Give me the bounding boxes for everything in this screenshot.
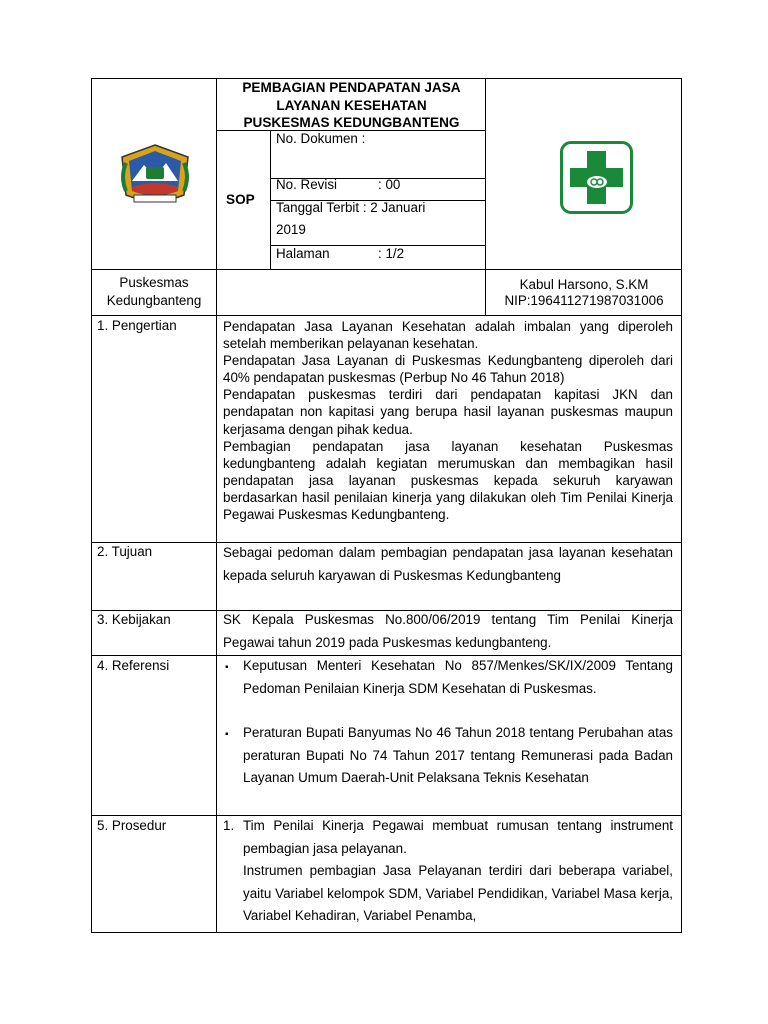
tujuan-label: 2. Tujuan <box>97 544 153 559</box>
title-line-1: PEMBAGIAN PENDAPATAN JASA <box>242 80 461 95</box>
pengertian-paragraph: Pendapatan Jasa Layanan di Puskesmas Kedungbanteng diperoleh dari 40% pendapatan puskesmas (Perbup No 46 Tahun 2018) <box>223 353 673 386</box>
halaman-value: : 1/2 <box>378 246 405 261</box>
prosedur-label: 5. Prosedur <box>97 818 167 833</box>
prosedur-step-1 <box>243 815 673 928</box>
tanggal-terbit-line2: 2019 <box>276 222 306 237</box>
prosedur-step-detail: Instrumen pembagian Jasa Pelayanan terdiri dari beberapa variabel, yaitu Variabel kelompok SDM, Variabel Pendidikan, Variabel Masa kerja, Variabel Kehadiran, Variabel Penamba, <box>243 863 673 923</box>
prosedur-step-number: 1. <box>223 818 235 833</box>
document-title <box>217 79 486 132</box>
title-line-2: LAYANAN KESEHATAN <box>276 97 427 113</box>
no-revisi-value: : 00 <box>378 177 401 192</box>
kebijakan-paragraph: SK Kepala Puskesmas No.800/06/2019 tentang Tim Penilai Kinerja Pegawai tahun 2019 pada Puskesmas kedungbanteng. <box>223 612 673 650</box>
referensi-label: 4. Referensi <box>97 658 170 673</box>
pengertian-paragraph: Pendapatan Jasa Layanan Kesehatan adalah imbalan yang diperoleh setelah memberikan pelayanan kesehatan. <box>223 319 673 352</box>
referensi-item-text: Peraturan Bupati Banyumas No 46 Tahun 2018 tentang Perubahan atas peraturan Bupati No 74 Tahun 2017 tentang Remunerasi pada Badan Layanan Umum Daerah-Unit Pelaksana Teknis Kesehatan <box>243 725 673 785</box>
head-nip: NIP:196411271987031006 <box>504 293 664 308</box>
prosedur-step-text: Tim Penilai Kinerja Pegawai membuat rumusan tentang instrument pembagian jasa pelayanan. <box>243 818 673 856</box>
kebijakan-label: 3. Kebijakan <box>97 612 171 627</box>
pengertian-paragraph: Pembagian pendapatan jasa layanan kesehatan Puskesmas kedungbanteng adalah kegiatan merumuskan dan membagikan hasil pendapatan jasa layanan puskesmas kepada sekuruh karyawan berdasarkan hasil penilaian kinerja yang dilakukan oleh Tim Penilai Kinerja Pegawai Puskesmas Kedungbanteng. <box>223 438 673 523</box>
pengertian-label: 1. Pengertian <box>97 318 177 333</box>
no-revisi-label: No. Revisi <box>276 177 338 192</box>
bullet-icon: ▪ <box>225 662 229 673</box>
referensi-item-text: Keputusan Menteri Kesehatan No 857/Menkes/SK/IX/2009 Tentang Pedoman Penilaian Kinerja SDM Kesehatan di Puskesmas. <box>243 658 673 696</box>
tujuan-paragraph: Sebagai pedoman dalam pembagian pendapatan jasa layanan kesehatan kepada seluruh karyawan di Puskesmas Kedungbanteng <box>223 545 673 583</box>
no-dokumen: No. Dokumen : <box>276 131 366 146</box>
bullet-icon: ▪ <box>225 729 229 740</box>
referensi-item-1 <box>243 655 673 700</box>
pengertian-paragraph: Pendapatan puskesmas terdiri dari pendapatan kapitasi JKN dan pendapatan non kapitasi yang berupa hasil layanan puskesmas maupun kerjasama dengan pihak kedua. <box>223 387 673 437</box>
org-line-1: Puskesmas <box>119 275 189 290</box>
title-line-3: PUSKESMAS KEDUNGBANTENG <box>243 115 460 130</box>
referensi-item-2 <box>243 722 673 790</box>
puskesmas-cross-logo <box>560 141 633 214</box>
org-line-2: Kedungbanteng <box>106 293 202 308</box>
kebijakan-text <box>223 609 673 654</box>
halaman-label: Halaman <box>276 246 330 261</box>
head-name: Kabul Harsono, S.KM <box>519 277 649 292</box>
sop-label: SOP <box>226 192 255 207</box>
pengertian-text <box>223 318 673 523</box>
tujuan-text <box>223 542 673 587</box>
banyumas-regency-emblem <box>118 143 192 207</box>
tanggal-terbit-line1: Tanggal Terbit : 2 Januari <box>276 200 426 215</box>
